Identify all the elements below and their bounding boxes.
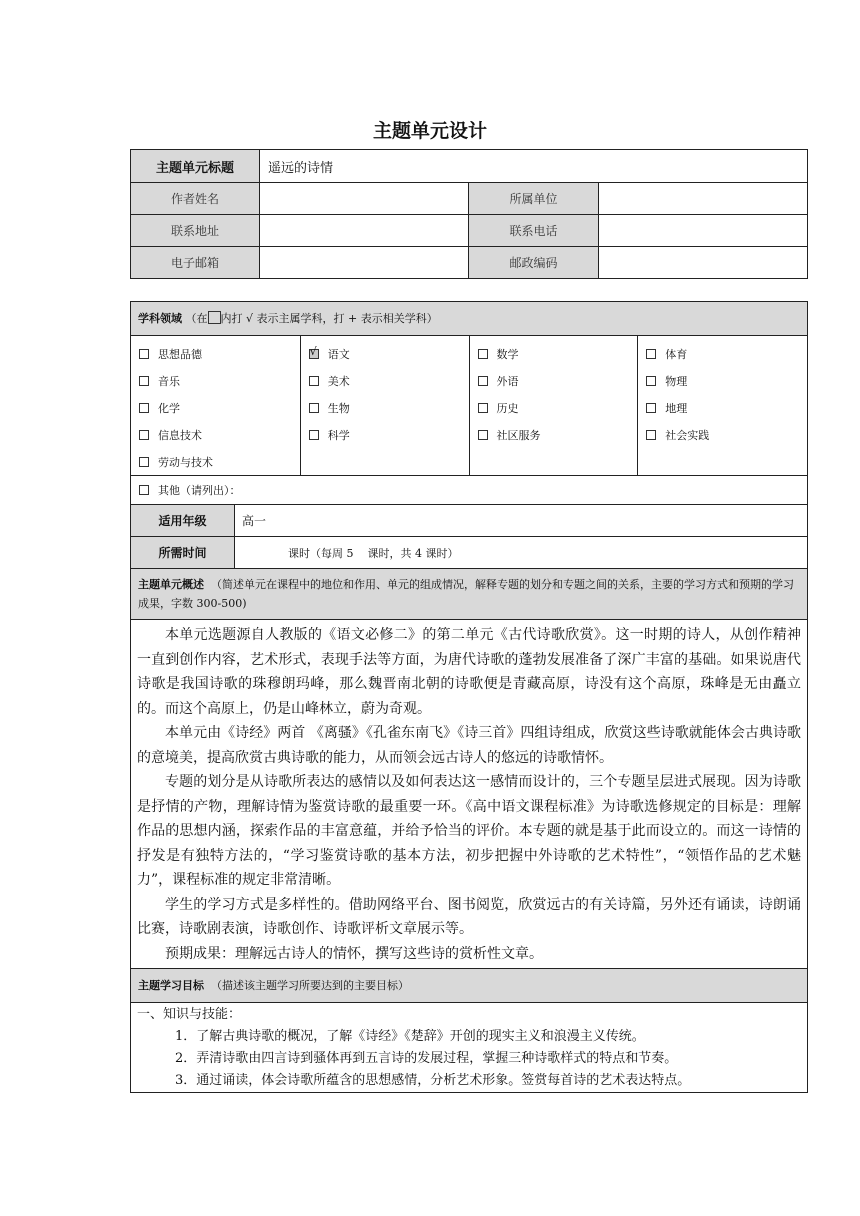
subject-grid <box>131 336 807 475</box>
time-label: 所需时间 <box>131 537 235 569</box>
subject-option-label: 信息技术 <box>158 428 202 442</box>
subject-option-label: 美术 <box>327 374 350 388</box>
checkbox-icon[interactable] <box>139 485 149 495</box>
subject-option[interactable] <box>470 367 638 394</box>
subject-option-label: 科学 <box>327 428 350 442</box>
address-label: 联系地址 <box>131 215 260 247</box>
subject-option-label: 思想品德 <box>158 347 202 361</box>
subject-option[interactable] <box>638 421 807 448</box>
subject-note-start: （在 <box>185 312 208 325</box>
subject-option[interactable] <box>301 394 469 421</box>
checkbox-icon[interactable] <box>478 349 488 359</box>
phone-label: 联系电话 <box>469 215 599 247</box>
main-table <box>130 301 808 1093</box>
checkbox-icon[interactable] <box>139 430 149 440</box>
subject-option[interactable] <box>638 394 807 421</box>
overview-header <box>131 569 808 620</box>
email-field[interactable] <box>260 247 469 279</box>
grade-value[interactable]: 高一 <box>235 505 808 537</box>
subject-option[interactable] <box>470 421 638 448</box>
subject-option[interactable] <box>470 340 638 367</box>
overview-paragraph: 专题的划分是从诗歌所表达的感情以及如何表达这一感情而设计的，三个专题呈层进式展现。因为诗歌是抒情的产物，理解诗情为鉴赏诗歌的最重要一环。《高中语文课程标准》为诗歌选修规定的目标是：理解作品的思想内涵，探索作品的丰富意蕴，并给予恰当的评价。本专题的就是基于此而设立的。而这一诗情的抒发是有独特方法的，“学习鉴赏诗歌的基本方法，初步把握中外诗歌的艺术特性”，“领悟作品的艺术魅力”，课程标准的规定非常清晰。 <box>137 774 801 888</box>
checkbox-icon[interactable] <box>478 430 488 440</box>
subject-option[interactable] <box>131 421 300 448</box>
goals-label: 主题学习目标 <box>138 979 204 992</box>
subject-option[interactable] <box>131 367 300 394</box>
subject-column <box>470 336 639 475</box>
subject-option[interactable] <box>301 340 469 367</box>
goal-item: 2．弄清诗歌由四言诗到骚体再到五言诗的发展过程，掌握三种诗歌样式的特点和节奏。 <box>175 1051 678 1066</box>
goals-body <box>131 1003 808 1093</box>
subject-option[interactable] <box>131 394 300 421</box>
unit-title-value[interactable]: 遥远的诗情 <box>260 150 808 183</box>
subject-option-label: 体育 <box>665 347 688 361</box>
checkbox-checked-icon[interactable] <box>309 349 319 359</box>
subject-option-label: 地理 <box>665 401 688 415</box>
checkbox-icon[interactable] <box>309 430 319 440</box>
subject-option-label: 生物 <box>327 401 350 415</box>
checkbox-icon[interactable] <box>478 376 488 386</box>
grade-label: 适用年级 <box>131 505 235 537</box>
subject-column <box>638 336 807 475</box>
subject-column <box>301 336 470 475</box>
subject-other-option[interactable] <box>131 475 807 504</box>
subject-option[interactable] <box>131 448 300 475</box>
subject-note-end: 内打 √ 表示主属学科，打 + 表示相关学科） <box>220 312 438 325</box>
address-field[interactable] <box>260 215 469 247</box>
checkbox-icon[interactable] <box>139 457 149 467</box>
subject-option[interactable] <box>638 367 807 394</box>
checkbox-icon[interactable] <box>646 403 656 413</box>
checkbox-icon[interactable] <box>139 403 149 413</box>
overview-paragraph: 学生的学习方式是多样性的。借助网络平台、图书阅览，欣赏远古的有关诗篇，另外还有诵读，诗朗诵比赛，诗歌剧表演，诗歌创作、诗歌评析文章展示等。 <box>137 896 801 937</box>
checkbox-icon[interactable] <box>646 376 656 386</box>
checkbox-icon[interactable] <box>478 403 488 413</box>
subject-option-label: 外语 <box>496 374 519 388</box>
subject-header <box>131 302 808 336</box>
checkbox-icon[interactable] <box>309 403 319 413</box>
overview-note: （简述单元在课程中的地位和作用、单元的组成情况，解释专题的划分和专题之间的关系，主要的学习方式和预期的学习成果，字数 300-500) <box>138 578 794 610</box>
phone-field[interactable] <box>599 215 808 247</box>
overview-paragraph: 本单元选题源自人教版的《语文必修二》的第二单元《古代诗歌欣赏》。这一时期的诗人，从创作精神一直到创作内容，艺术形式，表现手法等方面，为唐代诗歌的蓬勃发展准备了深广丰富的基础。如果说唐代诗歌是我国诗歌的珠穆朗玛峰，那么魏晋南北朝的诗歌便是青藏高原，诗没有这个高原，珠峰是无由矗立的。而这个高原上，仍是山峰林立，蔚为奇观。 <box>137 627 801 717</box>
subject-option[interactable] <box>131 340 300 367</box>
checkbox-icon[interactable] <box>646 349 656 359</box>
subject-option-label: 劳动与技术 <box>158 455 213 469</box>
subject-option-label: 物理 <box>665 374 688 388</box>
zip-field[interactable] <box>599 247 808 279</box>
goals-heading: 一、知识与技能： <box>137 1007 242 1022</box>
subject-option-label: 社会实践 <box>665 428 710 442</box>
time-value[interactable]: 课时（每周 5 课时，共 4 课时） <box>235 537 808 569</box>
zip-label: 邮政编码 <box>469 247 599 279</box>
overview-label: 主题单元概述 <box>138 578 204 591</box>
email-label: 电子邮箱 <box>131 247 260 279</box>
goal-item: 3．通过诵读，体会诗歌所蕴含的思想感情，分析艺术形象。签赏每首诗的艺术表达特点。 <box>175 1073 691 1088</box>
subject-option-label: 数学 <box>496 347 519 361</box>
subject-other-label: 其他（请列出）： <box>158 484 241 497</box>
subject-option-label: 历史 <box>496 401 519 415</box>
checkbox-icon[interactable] <box>646 430 656 440</box>
goal-item: 1．了解古典诗歌的概况，了解《诗经》《楚辞》开创的现实主义和浪漫主义传统。 <box>175 1029 645 1044</box>
subject-grid-cell <box>131 336 808 505</box>
subject-option[interactable] <box>301 367 469 394</box>
overview-paragraph: 预期成果：理解远古诗人的情怀，撰写这些诗的赏析性文章。 <box>165 945 543 962</box>
org-label: 所属单位 <box>469 183 599 215</box>
checkbox-sample-icon <box>208 311 221 324</box>
info-table <box>130 149 808 279</box>
subject-option[interactable] <box>638 340 807 367</box>
subject-option[interactable] <box>301 421 469 448</box>
author-label: 作者姓名 <box>131 183 260 215</box>
checkbox-icon[interactable] <box>139 349 149 359</box>
subject-option-label: 语文 <box>327 347 350 361</box>
page-title: 主题单元设计 <box>372 120 487 142</box>
subject-column <box>131 336 301 475</box>
subject-option-label: 社区服务 <box>496 428 541 442</box>
author-field[interactable] <box>260 183 469 215</box>
checkbox-icon[interactable] <box>139 376 149 386</box>
subject-option[interactable] <box>470 394 638 421</box>
subject-label: 学科领域 <box>138 312 182 325</box>
overview-body <box>131 620 808 969</box>
overview-paragraph: 本单元由《诗经》两首 《离骚》《孔雀东南飞》《诗三首》四组诗组成，欣赏这些诗歌就能体会古典诗歌的意境美，提高欣赏古典诗歌的能力，从而领会远古诗人的悠远的诗歌情怀。 <box>137 725 801 766</box>
goals-note: （描述该主题学习所要达到的主要目标） <box>211 979 409 992</box>
unit-title-label: 主题单元标题 <box>131 150 260 183</box>
subject-option-label: 音乐 <box>158 374 180 388</box>
goals-header <box>131 969 808 1003</box>
subject-option-label: 化学 <box>158 401 180 415</box>
checkbox-icon[interactable] <box>309 376 319 386</box>
org-field[interactable] <box>599 183 808 215</box>
